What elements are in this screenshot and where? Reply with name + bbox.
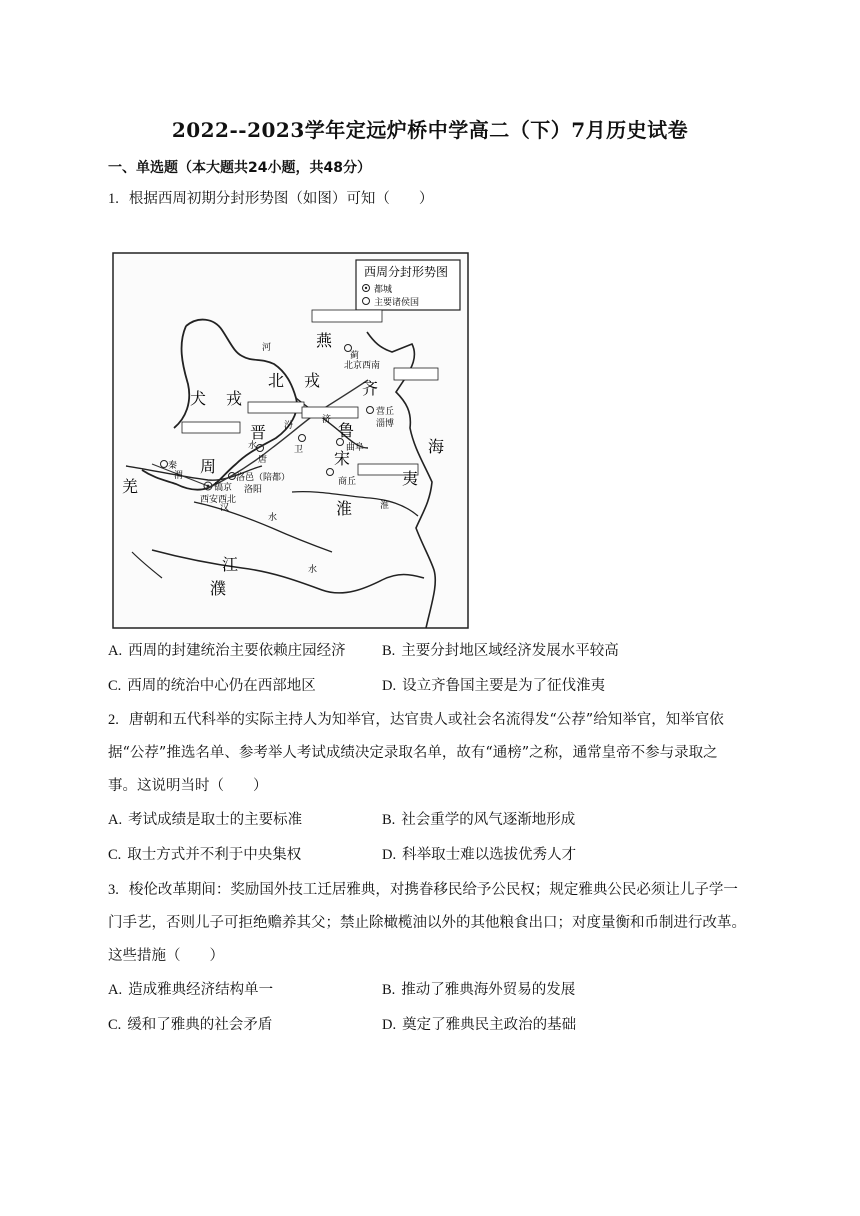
question-text: 唐朝和五代科举的实际主持人为知举官，达官贵人或社会名流得发“公荐”给知举官，知举官依	[128, 712, 724, 728]
map-label-ji: 蓟	[350, 351, 360, 361]
map-label-fen: 汾	[284, 421, 294, 431]
map-label-shui: 水	[248, 441, 258, 451]
option-letter: D.	[382, 678, 397, 694]
map-label-he: 河	[262, 343, 272, 353]
map-label-song: 宋	[334, 449, 351, 468]
q1-option-d[interactable]	[382, 676, 605, 696]
question-text: 根据西周初期分封形势图（如图）可知（ ）	[128, 191, 434, 207]
map-label-qufu: 曲阜	[346, 443, 365, 453]
legend-capital: 都城	[374, 285, 393, 295]
map-label-shangqiu: 商丘	[338, 477, 357, 487]
option-text: 造成雅典经济结构单一	[128, 982, 274, 998]
q1-option-c[interactable]	[108, 676, 316, 696]
option-text: 西周的统治中心仍在西部地区	[127, 678, 316, 694]
option-text: 奠定了雅典民主政治的基础	[402, 1017, 577, 1033]
map-label-jiang: 江	[222, 555, 239, 574]
map-label-ji2: 济	[322, 415, 332, 425]
option-letter: A.	[108, 643, 123, 659]
section-heading: 一、单选题（本大题共24小题，共48分）	[108, 160, 371, 176]
option-letter: D.	[382, 1017, 397, 1033]
map-label-qi: 齐	[362, 379, 379, 398]
map-label-tang: 唐	[258, 455, 268, 465]
q2-option-d[interactable]	[382, 845, 576, 865]
map-label-qiang: 羌	[122, 477, 139, 496]
question-number: 1.	[108, 191, 119, 207]
map-label-pu: 濮	[210, 579, 227, 598]
map-label-qin: 秦	[168, 461, 178, 471]
question-3-line-2: 门手艺，否则儿子可拒绝赡养其父；禁止除橄榄油以外的其他粮食出口；对度量衡和币制进行改革。	[108, 915, 746, 931]
q1-option-b[interactable]	[382, 641, 619, 661]
option-letter: C.	[108, 678, 122, 694]
option-letter: C.	[108, 847, 122, 863]
question-2-line-2: 据“公荐”推选名单、参考举人考试成绩决定录取名单，故有“通榜”之称，通常皇帝不参与录取之	[108, 745, 718, 761]
question-text: 梭伦改革期间：奖励国外技工迁居雅典，对携眷移民给予公民权；规定雅典公民必须让儿子学一	[128, 882, 738, 898]
question-3-line-3: 这些措施（ ）	[108, 948, 224, 964]
q3-option-c[interactable]	[108, 1015, 272, 1035]
map-label-shui2: 水	[268, 513, 278, 523]
q3-option-d[interactable]	[382, 1015, 576, 1035]
option-text: 缓和了雅典的社会矛盾	[127, 1017, 273, 1033]
western-zhou-map	[112, 252, 469, 629]
question-number: 2.	[108, 712, 119, 728]
map-label-linzi: 淄博	[376, 419, 395, 429]
map-label-hai: 海	[428, 437, 445, 456]
question-2-line-3: 事。这说明当时（ ）	[108, 778, 268, 794]
option-text: 科举取士难以选拔优秀人才	[402, 847, 577, 863]
q2-option-c[interactable]	[108, 845, 301, 865]
question-3-line-1	[108, 880, 784, 900]
option-text: 推动了雅典海外贸易的发展	[401, 982, 576, 998]
map-label-luoyang: 洛阳	[244, 485, 263, 495]
option-letter: A.	[108, 812, 123, 828]
map-label-yi: 夷	[402, 469, 419, 488]
map-label-yingqiu: 营丘	[376, 407, 395, 417]
map-label-han: 汉	[220, 503, 230, 513]
option-letter: A.	[108, 982, 123, 998]
q2-option-b[interactable]	[382, 810, 575, 830]
map-label-huai2: 淮	[380, 501, 390, 511]
map-svg	[112, 252, 469, 629]
map-label-huai: 淮	[336, 499, 353, 518]
option-letter: B.	[382, 812, 396, 828]
option-letter: C.	[108, 1017, 122, 1033]
map-label-haojing: 镐京	[214, 483, 233, 493]
option-letter: B.	[382, 982, 396, 998]
map-label-rong2: 戎	[304, 371, 321, 390]
question-2-line-1	[108, 710, 784, 730]
option-text: 社会重学的风气逐渐地形成	[401, 812, 576, 828]
q1-option-a[interactable]	[108, 641, 346, 661]
option-text: 西周的封建统治主要依赖庄园经济	[128, 643, 346, 659]
legend-vassal: 主要诸侯国	[374, 298, 420, 308]
exam-title: 2022--2023学年定远炉桥中学高二（下）7月历史试卷	[171, 118, 689, 142]
option-text: 主要分封地区域经济发展水平较高	[401, 643, 619, 659]
map-label-wei: 渭	[174, 471, 184, 481]
q2-option-a[interactable]	[108, 810, 302, 830]
map-label-rong: 戎	[226, 389, 243, 408]
q3-option-a[interactable]	[108, 980, 273, 1000]
map-label-weiyi: 卫	[294, 445, 304, 455]
question-number: 3.	[108, 882, 119, 898]
map-label-beijing: 北京西南	[344, 361, 381, 371]
map-label-jin: 晋	[250, 423, 267, 442]
option-letter: D.	[382, 847, 397, 863]
map-label-xian: 西安西北	[200, 495, 237, 505]
option-text: 设立齐鲁国主要是为了征伐淮夷	[402, 678, 606, 694]
option-text: 取士方式并不利于中央集权	[127, 847, 302, 863]
map-label-bei: 北	[268, 371, 285, 390]
map-legend-title: 西周分封形势图	[364, 265, 449, 279]
map-label-zhou: 周	[200, 457, 217, 476]
map-label-shui3: 水	[308, 565, 318, 575]
option-letter: B.	[382, 643, 396, 659]
map-label-yan: 燕	[316, 331, 333, 350]
q3-option-b[interactable]	[382, 980, 575, 1000]
map-label-lu: 鲁	[338, 421, 355, 440]
map-label-quanrong: 犬	[190, 389, 207, 408]
question-1-stem	[108, 189, 784, 209]
map-label-luoyi: 洛邑（陪都）	[236, 473, 291, 483]
option-text: 考试成绩是取士的主要标准	[128, 812, 303, 828]
